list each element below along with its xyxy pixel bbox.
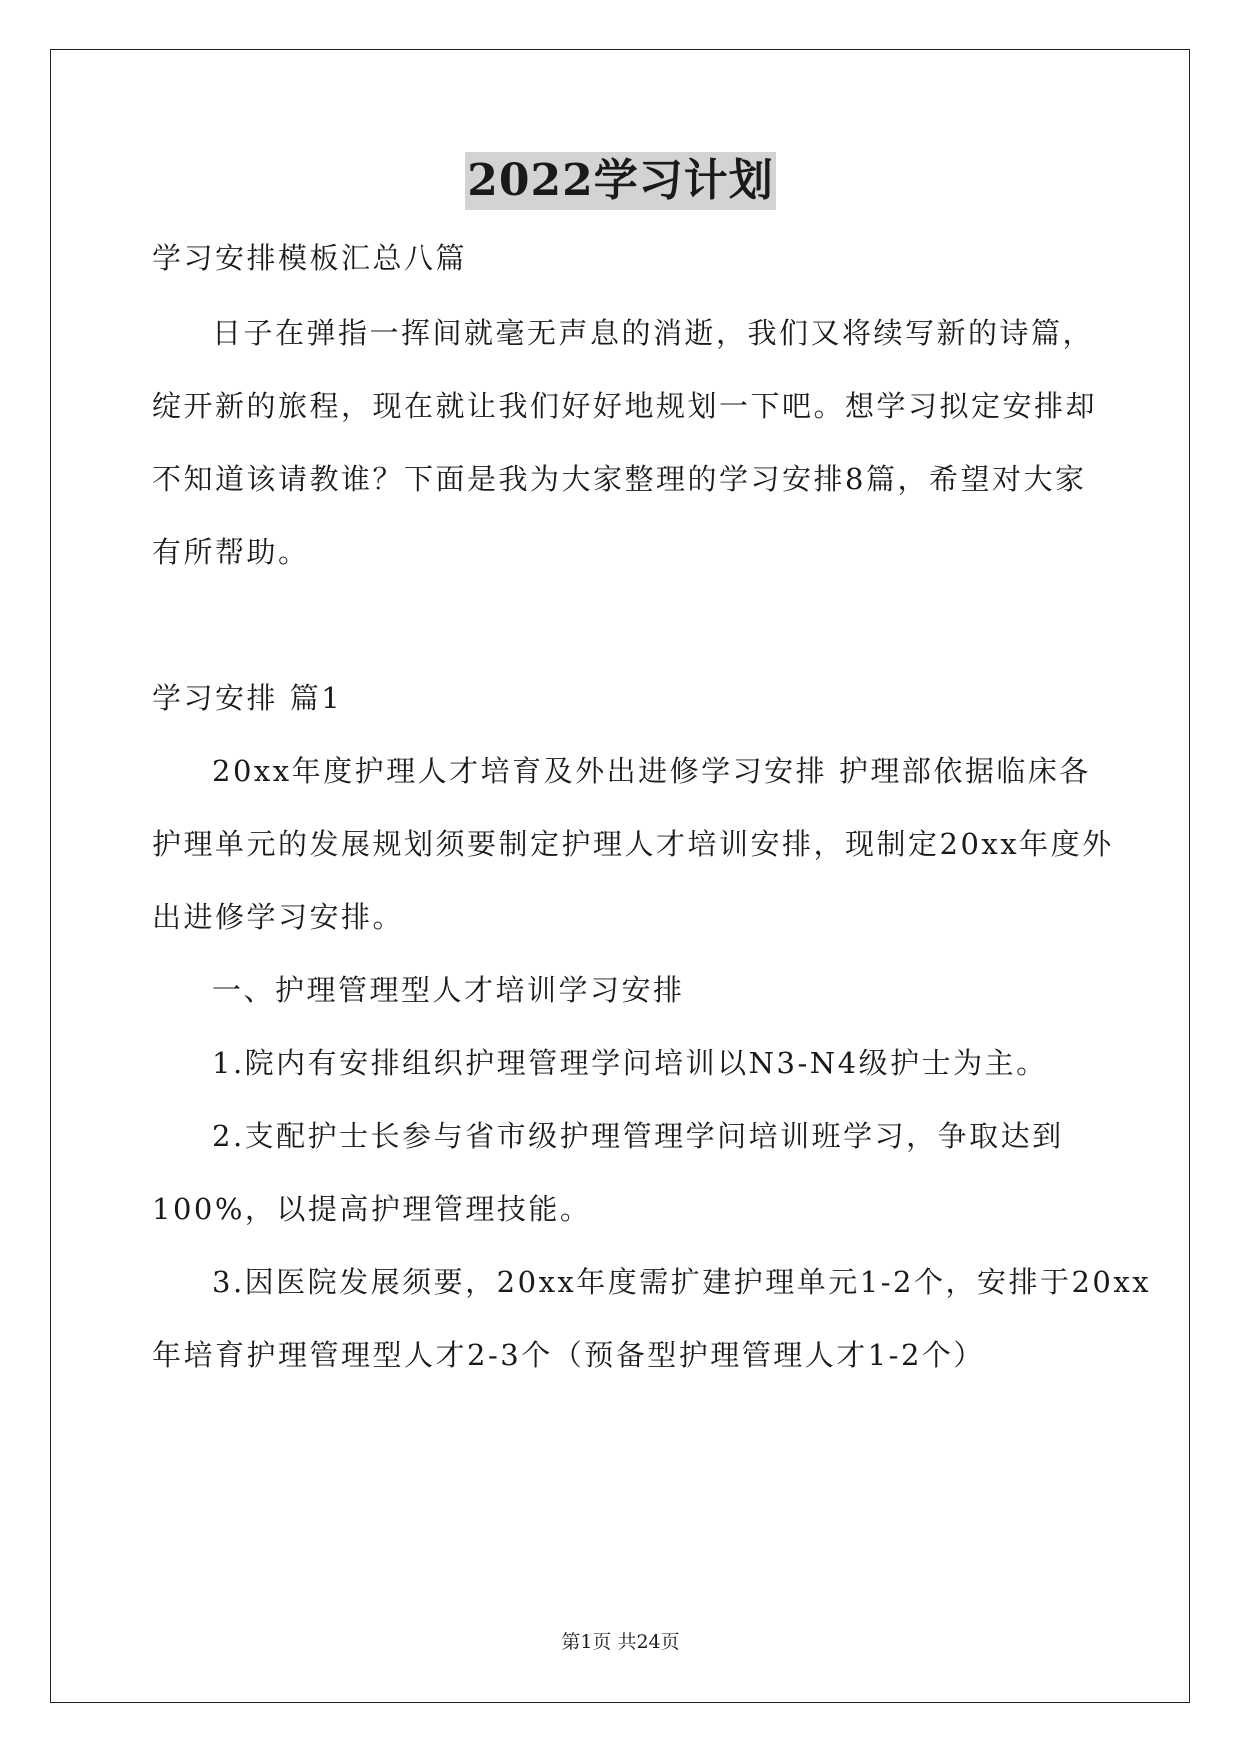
doc-subtitle: 学习安排模板汇总八篇 [152, 241, 468, 275]
section-heading: 学习安排 篇1 [152, 681, 343, 715]
paragraph-line: 出进修学习安排。 [152, 900, 405, 934]
paragraph-line: 20xx年度护理人才培育及外出进修学习安排 护理部依据临床各 [212, 754, 1091, 788]
title-container [0, 152, 1241, 210]
subsection-heading: 一、护理管理型人才培训学习安排 [212, 973, 685, 1007]
paragraph-line: 日子在弹指一挥间就毫无声息的消逝，我们又将续写新的诗篇， [212, 316, 1095, 350]
page-number: 第1页 共24页 [561, 1631, 680, 1653]
list-item: 3.因医院发展须要，20xx年度需扩建护理单元1-2个，安排于20xx [212, 1265, 1152, 1299]
paragraph-line: 不知道该请教谁？下面是我为大家整理的学习安排8篇，希望对大家 [152, 462, 1087, 496]
list-item-continuation: 100%，以提高护理管理技能。 [152, 1192, 592, 1226]
list-item: 2.支配护士长参与省市级护理管理学问培训班学习，争取达到 [212, 1119, 1064, 1153]
list-item: 1.院内有安排组织护理管理学问培训以N3-N4级护士为主。 [212, 1046, 1048, 1080]
list-item-continuation: 年培育护理管理型人才2-3个（预备型护理管理人才1-2个） [152, 1338, 985, 1372]
paragraph-line: 有所帮助。 [152, 535, 310, 569]
paragraph-line: 绽开新的旅程，现在就让我们好好地规划一下吧。想学习拟定安排却 [152, 389, 1098, 423]
document-title: 2022学习计划 [465, 152, 775, 210]
page-border [50, 49, 1190, 1703]
paragraph-line: 护理单元的发展规划须要制定护理人才培训安排，现制定20xx年度外 [152, 827, 1114, 861]
